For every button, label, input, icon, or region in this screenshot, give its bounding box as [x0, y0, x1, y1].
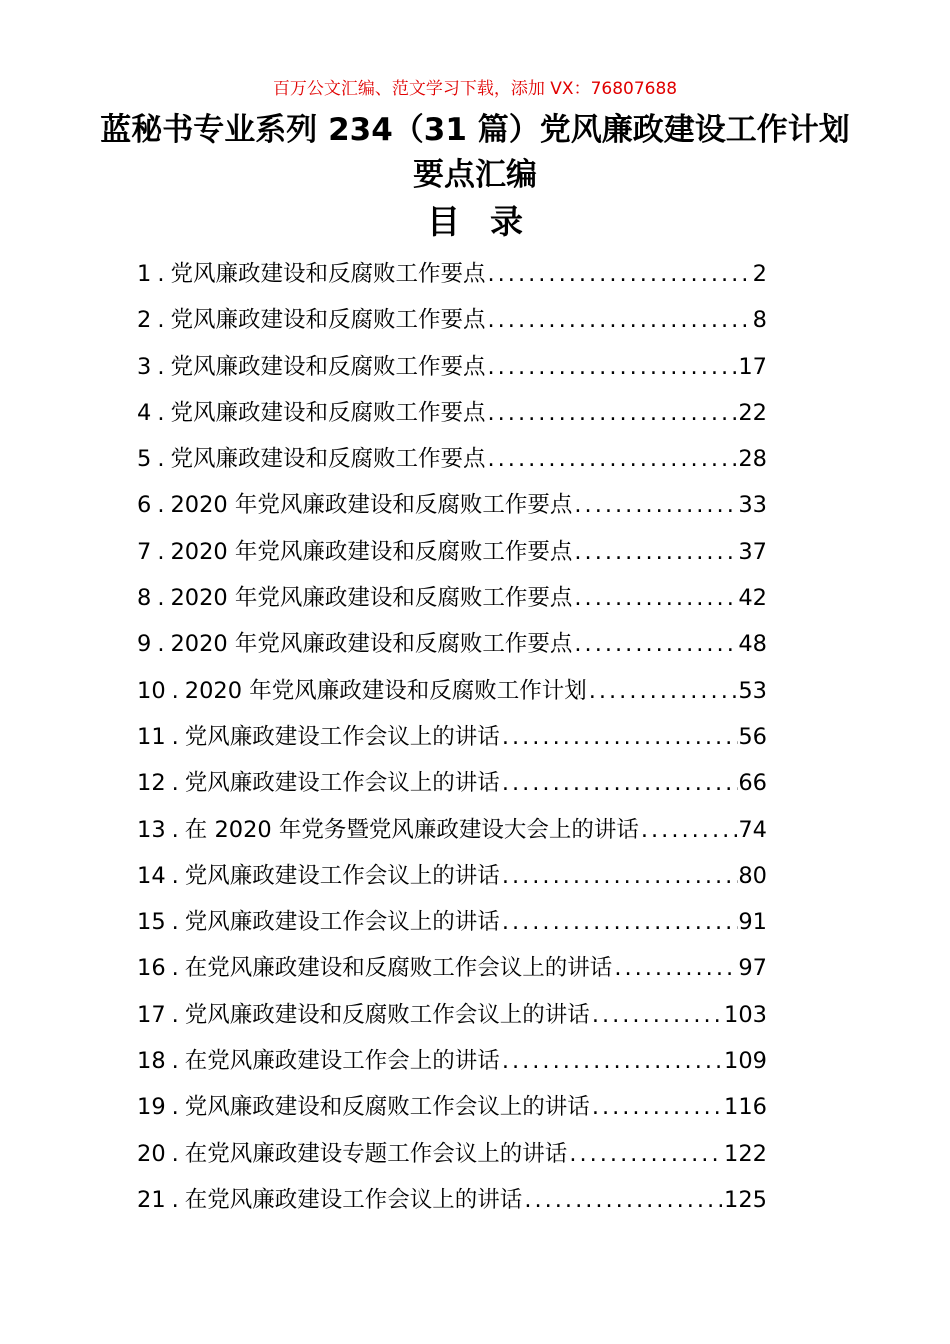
toc-entry[interactable]: [137, 344, 767, 390]
toc-entry-page: 74: [738, 816, 767, 843]
toc-dot-leader: [500, 899, 739, 945]
toc-entry-separator: .: [171, 770, 179, 797]
toc-dot-leader: [587, 668, 739, 714]
toc-entry-separator: .: [157, 538, 165, 565]
toc-dot-leader: [486, 297, 753, 343]
toc-entry-title: 2020 年党风廉政建设和反腐败工作要点: [170, 492, 573, 519]
toc-entry-page: 103: [724, 1001, 767, 1028]
toc-entry[interactable]: [137, 945, 767, 991]
toc-entry-number: 12: [137, 770, 166, 797]
toc-entry-title: 党风廉政建设和反腐败工作会议上的讲话: [184, 1001, 590, 1028]
toc-dot-leader: [572, 621, 738, 667]
toc-dot-leader: [590, 1084, 724, 1130]
toc-entry[interactable]: [137, 1131, 767, 1177]
toc-entry-separator: .: [171, 862, 179, 889]
table-of-contents: [137, 251, 767, 1223]
toc-entry-number: 19: [137, 1094, 166, 1121]
toc-entry-separator: .: [157, 631, 165, 658]
toc-dot-leader: [500, 853, 739, 899]
toc-entry-number: 11: [137, 723, 166, 750]
toc-entry-page: 33: [738, 492, 767, 519]
toc-entry[interactable]: [137, 1177, 767, 1223]
toc-entry-page: 80: [738, 862, 767, 889]
toc-entry-page: 91: [738, 909, 767, 936]
toc-entry-number: 13: [137, 816, 166, 843]
toc-entry[interactable]: [137, 1084, 767, 1130]
toc-entry-separator: .: [157, 585, 165, 612]
toc-entry[interactable]: [137, 621, 767, 667]
promo-line: 百万公文汇编、范文学习下载，添加 VX：76807688: [272, 79, 678, 99]
toc-entry-title: 党风廉政建设和反腐败工作要点: [170, 399, 486, 426]
toc-dot-leader: [572, 575, 738, 621]
toc-entry-number: 17: [137, 1001, 166, 1028]
toc-entry-title: 在 2020 年党务暨党风廉政建设大会上的讲话: [184, 816, 639, 843]
toc-entry-title: 在党风廉政建设工作会上的讲话: [184, 1048, 500, 1075]
toc-dot-leader: [612, 945, 738, 991]
toc-entry-title: 党风廉政建设和反腐败工作要点: [170, 353, 486, 380]
toc-entry[interactable]: [137, 668, 767, 714]
toc-entry-page: 17: [738, 353, 767, 380]
toc-entry-page: 37: [738, 538, 767, 565]
toc-entry-separator: .: [157, 261, 165, 287]
toc-entry-title: 党风廉政建设工作会议上的讲话: [184, 723, 500, 750]
toc-dot-leader: [500, 1038, 724, 1084]
toc-entry-page: 28: [738, 446, 767, 473]
toc-entry-page: 116: [724, 1094, 767, 1121]
toc-entry-title: 党风廉政建设和反腐败工作要点: [170, 307, 486, 334]
toc-entry-separator: .: [157, 353, 165, 380]
toc-entry-number: 10: [137, 677, 166, 704]
toc-entry-number: 21: [137, 1186, 166, 1213]
toc-entry-separator: .: [157, 399, 165, 426]
toc-dot-leader: [500, 760, 739, 806]
toc-entry-title: 党风廉政建设工作会议上的讲话: [184, 909, 500, 936]
toc-entry-number: 1: [137, 261, 152, 287]
toc-entry-page: 53: [738, 677, 767, 704]
toc-entry-number: 9: [137, 631, 152, 658]
toc-entry-number: 20: [137, 1140, 166, 1167]
toc-entry[interactable]: [137, 482, 767, 528]
toc-dot-leader: [486, 251, 753, 297]
toc-dot-leader: [590, 992, 724, 1038]
toc-entry-page: 48: [738, 631, 767, 658]
toc-entry[interactable]: [137, 899, 767, 945]
toc-dot-leader: [639, 807, 738, 853]
toc-entry-title: 党风廉政建设和反腐败工作要点: [170, 261, 486, 287]
toc-entry-page: 66: [738, 770, 767, 797]
toc-entry-number: 3: [137, 353, 152, 380]
toc-dot-leader: [486, 344, 739, 390]
toc-entry-page: 22: [738, 399, 767, 426]
toc-entry-page: 122: [724, 1140, 767, 1167]
toc-entry-separator: .: [171, 677, 179, 704]
toc-entry-title: 2020 年党风廉政建设和反腐败工作要点: [170, 585, 573, 612]
toc-entry[interactable]: [137, 529, 767, 575]
toc-entry-number: 7: [137, 538, 152, 565]
toc-entry-title: 在党风廉政建设和反腐败工作会议上的讲话: [184, 955, 613, 982]
toc-entry[interactable]: [137, 297, 767, 343]
toc-entry-number: 14: [137, 862, 166, 889]
toc-entry-number: 16: [137, 955, 166, 982]
toc-entry-page: 109: [724, 1048, 767, 1075]
toc-entry-title: 党风廉政建设工作会议上的讲话: [184, 862, 500, 889]
toc-entry[interactable]: [137, 436, 767, 482]
toc-entry-number: 4: [137, 399, 152, 426]
toc-entry-title: 党风廉政建设工作会议上的讲话: [184, 770, 500, 797]
toc-entry[interactable]: [137, 390, 767, 436]
toc-dot-leader: [572, 529, 738, 575]
document-title: 蓝秘书专业系列 234（31 篇）党风廉政建设工作计划要点汇编: [100, 112, 850, 193]
toc-entry-number: 6: [137, 492, 152, 519]
toc-entry[interactable]: [137, 853, 767, 899]
toc-entry-page: 97: [738, 955, 767, 982]
toc-entry-number: 15: [137, 909, 166, 936]
toc-entry-separator: .: [171, 1094, 179, 1121]
toc-dot-leader: [486, 436, 739, 482]
toc-entry-title: 在党风廉政建设专题工作会议上的讲话: [184, 1140, 568, 1167]
toc-dot-leader: [567, 1131, 724, 1177]
toc-entry-title: 党风廉政建设和反腐败工作会议上的讲话: [184, 1094, 590, 1121]
toc-entry-title: 2020 年党风廉政建设和反腐败工作要点: [170, 538, 573, 565]
toc-entry-page: 2: [752, 261, 767, 287]
toc-dot-leader: [500, 714, 739, 760]
toc-entry-page: 125: [724, 1186, 767, 1213]
toc-entry[interactable]: [137, 1038, 767, 1084]
toc-entry[interactable]: [137, 992, 767, 1038]
toc-entry-separator: .: [171, 723, 179, 750]
toc-entry-separator: .: [171, 1048, 179, 1075]
toc-entry-number: 2: [137, 307, 152, 334]
toc-entry-title: 在党风廉政建设工作会议上的讲话: [184, 1186, 523, 1213]
toc-entry[interactable]: [137, 251, 767, 297]
toc-heading: 目录: [427, 202, 553, 241]
toc-entry-separator: .: [171, 1186, 179, 1213]
toc-dot-leader: [486, 390, 739, 436]
toc-entry-separator: .: [171, 816, 179, 843]
toc-entry-number: 8: [137, 585, 152, 612]
toc-entry[interactable]: [137, 807, 767, 853]
toc-dot-leader: [522, 1177, 724, 1223]
toc-entry-separator: .: [157, 446, 165, 473]
toc-entry-title: 2020 年党风廉政建设和反腐败工作计划: [184, 677, 587, 704]
toc-entry-separator: .: [171, 1001, 179, 1028]
toc-dot-leader: [572, 482, 738, 528]
toc-entry-separator: .: [171, 1140, 179, 1167]
toc-entry[interactable]: [137, 575, 767, 621]
toc-entry-number: 18: [137, 1048, 166, 1075]
toc-entry-title: 2020 年党风廉政建设和反腐败工作要点: [170, 631, 573, 658]
toc-entry-page: 56: [738, 723, 767, 750]
toc-entry-page: 42: [738, 585, 767, 612]
toc-entry[interactable]: [137, 714, 767, 760]
toc-entry-number: 5: [137, 446, 152, 473]
toc-entry-separator: .: [157, 492, 165, 519]
toc-entry-separator: .: [171, 955, 179, 982]
toc-entry-title: 党风廉政建设和反腐败工作要点: [170, 446, 486, 473]
toc-entry[interactable]: [137, 760, 767, 806]
toc-entry-separator: .: [157, 307, 165, 334]
toc-entry-page: 8: [752, 307, 767, 334]
toc-entry-separator: .: [171, 909, 179, 936]
